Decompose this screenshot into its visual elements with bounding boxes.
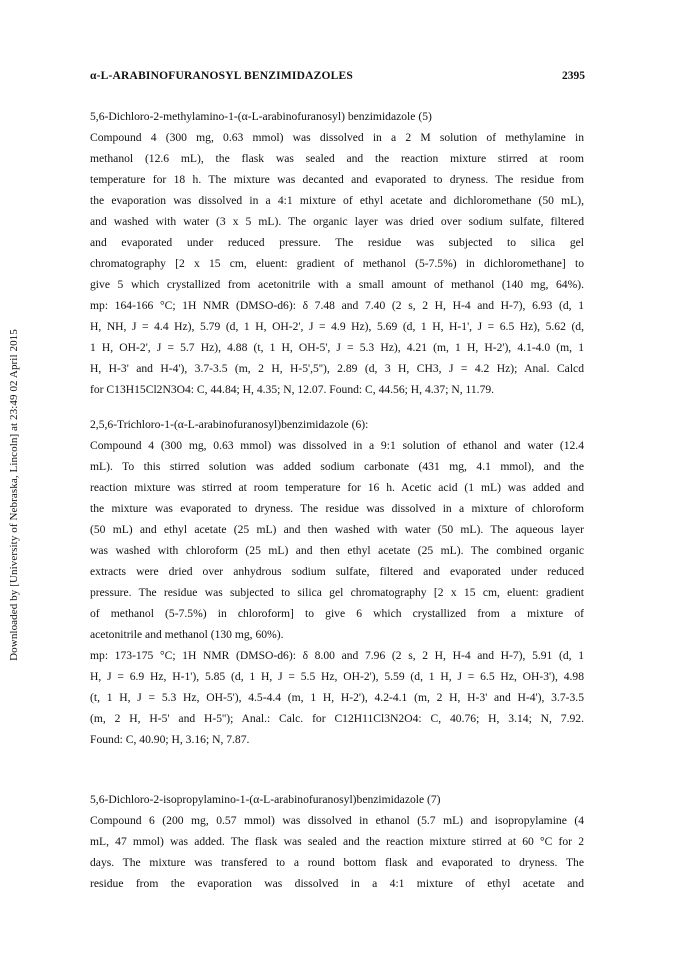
text-line: residue from the evaporation was dissolved in a 4:1 mixture of ethyl acetate and — [90, 877, 584, 890]
text-line: days. The mixture was transfered to a round bottom flask and evaporated to dryness. The — [90, 856, 584, 869]
text-line: acetonitrile and methanol (130 mg, 60%). — [90, 628, 284, 641]
text-line: extracts were dried over anhydrous sodium sulfate, filtered and evaporated under reduced — [90, 565, 584, 578]
text-line: give 5 which crystallized from acetonitrile with a small amount of methanol (140 mg, 64%). — [90, 278, 584, 291]
text-line: mp: 164-166 °C; 1H NMR (DMSO-d6): δ 7.48 and 7.40 (2 s, 2 H, H-4 and H-7), 6.93 (d, 1 — [90, 299, 584, 312]
download-watermark — [6, 290, 22, 700]
running-header — [90, 70, 585, 86]
section-compound-5 — [90, 106, 584, 400]
text-line: Found: C, 40.90; H, 3.16; N, 7.87. — [90, 733, 250, 746]
text-line: mL). To this stirred solution was added sodium carbonate (431 mg, 4.1 mmol), and the — [90, 460, 584, 473]
text-line: the mixture was evaporated to dryness. The residue was dissolved in a mixture of chloroform — [90, 502, 584, 515]
text-line: (50 mL) and ethyl acetate (25 mL) and then washed with water (50 mL). The aqueous layer — [90, 523, 584, 536]
text-line: (t, 1 H, J = 5.3 Hz, OH-5'), 4.5-4.4 (m, 1 H, H-2'), 4.2-4.1 (m, 2 H, H-3' and H-4'), 3.7-3.5 — [90, 691, 584, 704]
text-line: and evaporated under reduced pressure. The residue was subjected to silica gel — [90, 236, 584, 249]
section-body — [90, 810, 584, 894]
text-line: reaction mixture was stirred at room temperature for 16 h. Acetic acid (1 mL) was added and — [90, 481, 584, 494]
page-number: 2395 — [562, 70, 585, 82]
download-watermark-text: Downloaded by [University of Nebraska, Lincoln] at 23:49 02 April 2015 — [8, 329, 20, 661]
text-line: 1 H, OH-2', J = 5.7 Hz), 4.88 (t, 1 H, OH-5', J = 5.3 Hz), 4.21 (m, 1 H, H-2'), 4.1-4.0 (m, 1 — [90, 341, 584, 354]
text-line: and washed with water (3 x 5 mL). The organic layer was dried over sodium sulfate, filtered — [90, 215, 584, 228]
text-line: H, H-3' and H-4'), 3.7-3.5 (m, 2 H, H-5',5''), 2.89 (d, 3 H, CH3, J = 4.2 Hz); Anal. Calcd — [90, 362, 584, 375]
section-body — [90, 127, 584, 400]
text-line: Compound 4 (300 mg, 0.63 mmol) was dissolved in a 2 M solution of methylamine in — [90, 131, 584, 144]
text-line: was washed with chloroform (25 mL) and then ethyl acetate (25 mL). The combined organic — [90, 544, 584, 557]
text-line: pressure. The residue was subjected to silica gel chromatography [2 x 15 cm, eluent: gradient — [90, 586, 584, 599]
section-heading: 5,6-Dichloro-2-isopropylamino-1-(α-L-arabinofuranosyl)benzimidazole (7) — [90, 793, 441, 806]
section-heading: 2,5,6-Trichloro-1-(α-L-arabinofuranosyl)benzimidazole (6): — [90, 418, 369, 431]
running-title: α-L-ARABINOFURANOSYL BENZIMIDAZOLES — [90, 70, 353, 82]
text-line: H, NH, J = 4.4 Hz), 5.79 (d, 1 H, OH-2', J = 4.9 Hz), 5.69 (d, 1 H, H-1', J = 6.5 Hz), 5.62 (d, — [90, 320, 584, 333]
section-body — [90, 435, 584, 750]
text-line: temperature for 18 h. The mixture was decanted and evaporated to dryness. The residue from — [90, 173, 584, 186]
text-line: for C13H15Cl2N3O4: C, 44.84; H, 4.35; N, 12.07. Found: C, 44.56; H, 4.37; N, 11.79. — [90, 383, 495, 396]
text-line: H, J = 6.9 Hz, H-1'), 5.85 (d, 1 H, J = 5.5 Hz, OH-2'), 5.59 (d, 1 H, J = 6.5 Hz, OH-3'), 4.98 — [90, 670, 584, 683]
text-line: of methanol (5-7.5%) in chloroform] to give 6 which crystallized from a mixture of — [90, 607, 584, 620]
section-compound-7 — [90, 789, 584, 894]
section-compound-6 — [90, 414, 584, 750]
text-line: Compound 4 (300 mg, 0.63 mmol) was dissolved in a 9:1 solution of ethanol and water (12.4 — [90, 439, 584, 452]
text-line: (m, 2 H, H-5' and H-5''); Anal.: Calc. for C12H11Cl3N2O4: C, 40.76; H, 3.14; N, 7.92. — [90, 712, 584, 725]
text-line: the evaporation was dissolved in a 4:1 mixture of ethyl acetate and dichloromethane (50 mL), — [90, 194, 584, 207]
text-line: mp: 173-175 °C; 1H NMR (DMSO-d6): δ 8.00 and 7.96 (2 s, 2 H, H-4 and H-7), 5.91 (d, 1 — [90, 649, 584, 662]
text-line: chromatography [2 x 15 cm, eluent: gradient of methanol (5-7.5%) in dichloromethane] to — [90, 257, 584, 270]
section-heading: 5,6-Dichloro-2-methylamino-1-(α-L-arabinofuranosyl) benzimidazole (5) — [90, 110, 432, 123]
text-line: methanol (12.6 mL), the flask was sealed and the reaction mixture stirred at room — [90, 152, 584, 165]
text-line: Compound 6 (200 mg, 0.57 mmol) was dissolved in ethanol (5.7 mL) and isopropylamine (4 — [90, 814, 584, 827]
text-line: mL, 47 mmol) was added. The flask was sealed and the reaction mixture stirred at 60 °C for 2 — [90, 835, 584, 848]
